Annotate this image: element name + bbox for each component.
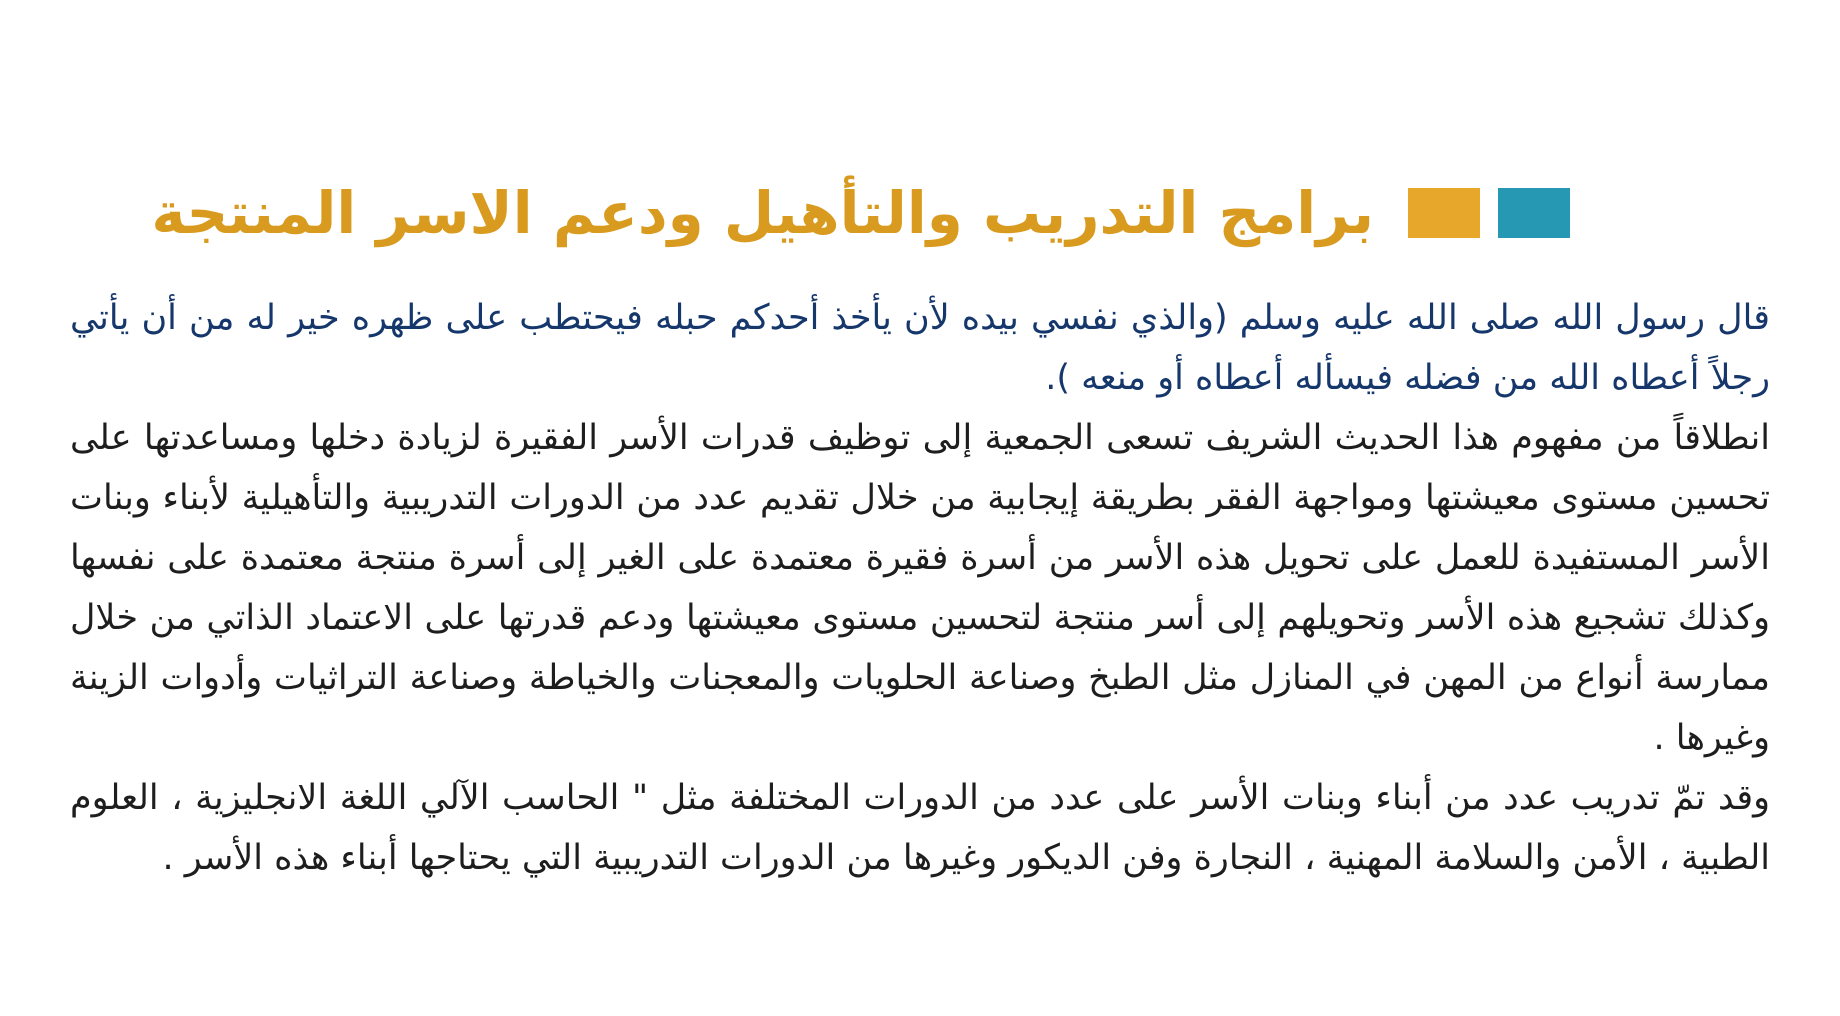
- paragraph-1: انطلاقاً من مفهوم هذا الحديث الشريف تسعى الجمعية إلى توظيف قدرات الأسر الفقيرة لزيادة دخلها ومساعدتها على تحسين مستوى معيشتها ومواجهة الفقر بطريقة إيجابية من خلال تقديم عدد من الدورات التدريبية والتأهيلية لأبناء وبنات الأسر المستفيدة للعمل على تحويل هذه الأسر من أسرة فقيرة معتمدة على الغير إلى أسرة منتجة معتمدة على نفسها وكذلك تشجيع هذه الأسر وتحويلهم إلى أسر منتجة لتحسين مستوى معيشتها ودعم قدرتها على الاعتماد الذاتي من خلال ممارسة أنواع من المهن في المنازل مثل الطبخ وصناعة الحلويات والمعجنات والخياطة وصناعة التراثيات وأدوات الزينة وغيرها .: [70, 418, 1770, 758]
- paragraph-2: وقد تمّ تدريب عدد من أبناء وبنات الأسر على عدد من الدورات المختلفة مثل " الحاسب الآلي اللغة الانجليزية ، العلوم الطبية ، الأمن والسلامة المهنية ، النجارة وفن الديكور وغيرها من الدورات التدريبية التي يحتاجها أبناء هذه الأسر .: [70, 778, 1770, 878]
- gold-square-icon: [1408, 188, 1480, 238]
- blue-square-icon: [1498, 188, 1570, 238]
- section-heading: [151, 178, 1570, 248]
- section-title: برامج التدريب والتأهيل ودعم الاسر المنتجة: [151, 179, 1374, 247]
- hadith-quote: قال رسول الله صلى الله عليه وسلم (والذي نفسي بيده لأن يأخذ أحدكم حبله فيحتطب على ظهره خير له من أن يأتي رجلاً أعطاه الله من فضله فيسأله أعطاه أو منعه ).: [70, 298, 1770, 398]
- body-text: [70, 288, 1770, 888]
